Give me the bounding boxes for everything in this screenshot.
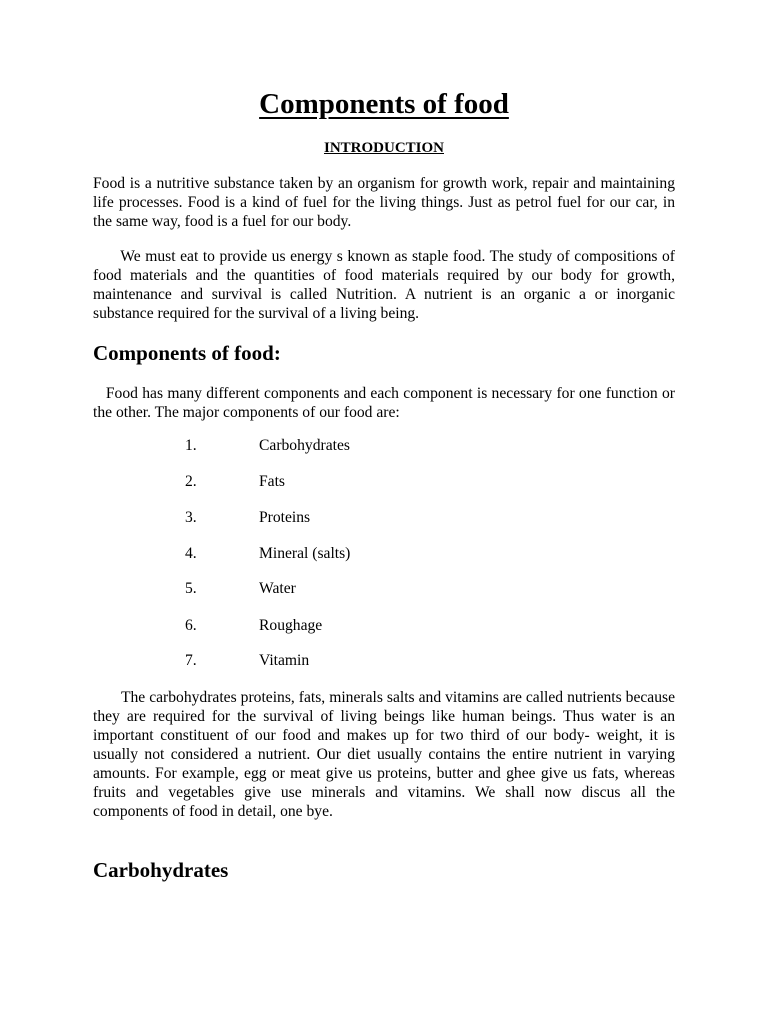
list-item: [0, 615, 768, 637]
intro-paragraph-2: We must eat to provide us energy s known as staple food. The study of compositions of food materials and the quantities of food materials required by our body for growth, maintenance and survival is called Nutrition. A nutrient is an organic a or inorganic substance required for the survival of a living being.: [93, 248, 675, 322]
list-item: [0, 507, 768, 529]
section-heading-components: Components of food:: [93, 341, 281, 365]
nutrients-paragraph: The carbohydrates proteins, fats, minerals salts and vitamins are called nutrients because they are required for the survival of living beings like human beings. Thus water is an important constituent of our food and makes up for two third of our body- weight, it is usually not considered a nutrient. Our diet usually contains the entire nutrient in varying amounts. For example, egg or meat give us proteins, butter and ghee give us fats, whereas fruits and vegetables give use minerals and vitamins. We shall now discus all the components of food in detail, one bye.: [93, 689, 675, 820]
list-item-number: 4.: [185, 545, 197, 562]
list-item-number: 5.: [185, 580, 197, 597]
list-item-label: Vitamin: [259, 652, 310, 669]
list-item-number: 6.: [185, 617, 197, 634]
list-item: [0, 578, 768, 600]
list-item-number: 7.: [185, 652, 197, 669]
list-item-label: Mineral (salts): [259, 545, 351, 562]
list-item-label: Carbohydrates: [259, 437, 350, 454]
list-item-label: Roughage: [259, 617, 323, 634]
section-heading-carbohydrates: Carbohydrates: [93, 858, 229, 882]
intro-paragraph-1: Food is a nutritive substance taken by an organism for growth work, repair and maintaining life processes. Food is a kind of fuel for the living things. Just as petrol fuel for our car, in the same way, food is a fuel for our body.: [93, 175, 675, 230]
list-item-number: 1.: [185, 437, 197, 454]
list-item-label: Water: [259, 580, 296, 597]
list-item: [0, 471, 768, 493]
list-item: [0, 650, 768, 672]
list-item-number: 2.: [185, 473, 197, 490]
components-intro-paragraph: Food has many different components and each component is necessary for one function or the other. The major components of our food are:: [93, 385, 675, 421]
list-item-number: 3.: [185, 509, 197, 526]
list-item-label: Fats: [259, 473, 285, 490]
list-item-label: Proteins: [259, 509, 311, 526]
page-title: Components of food: [259, 88, 509, 120]
list-item: [0, 543, 768, 565]
list-item: [0, 435, 768, 457]
section-subtitle-introduction: INTRODUCTION: [323, 140, 444, 156]
